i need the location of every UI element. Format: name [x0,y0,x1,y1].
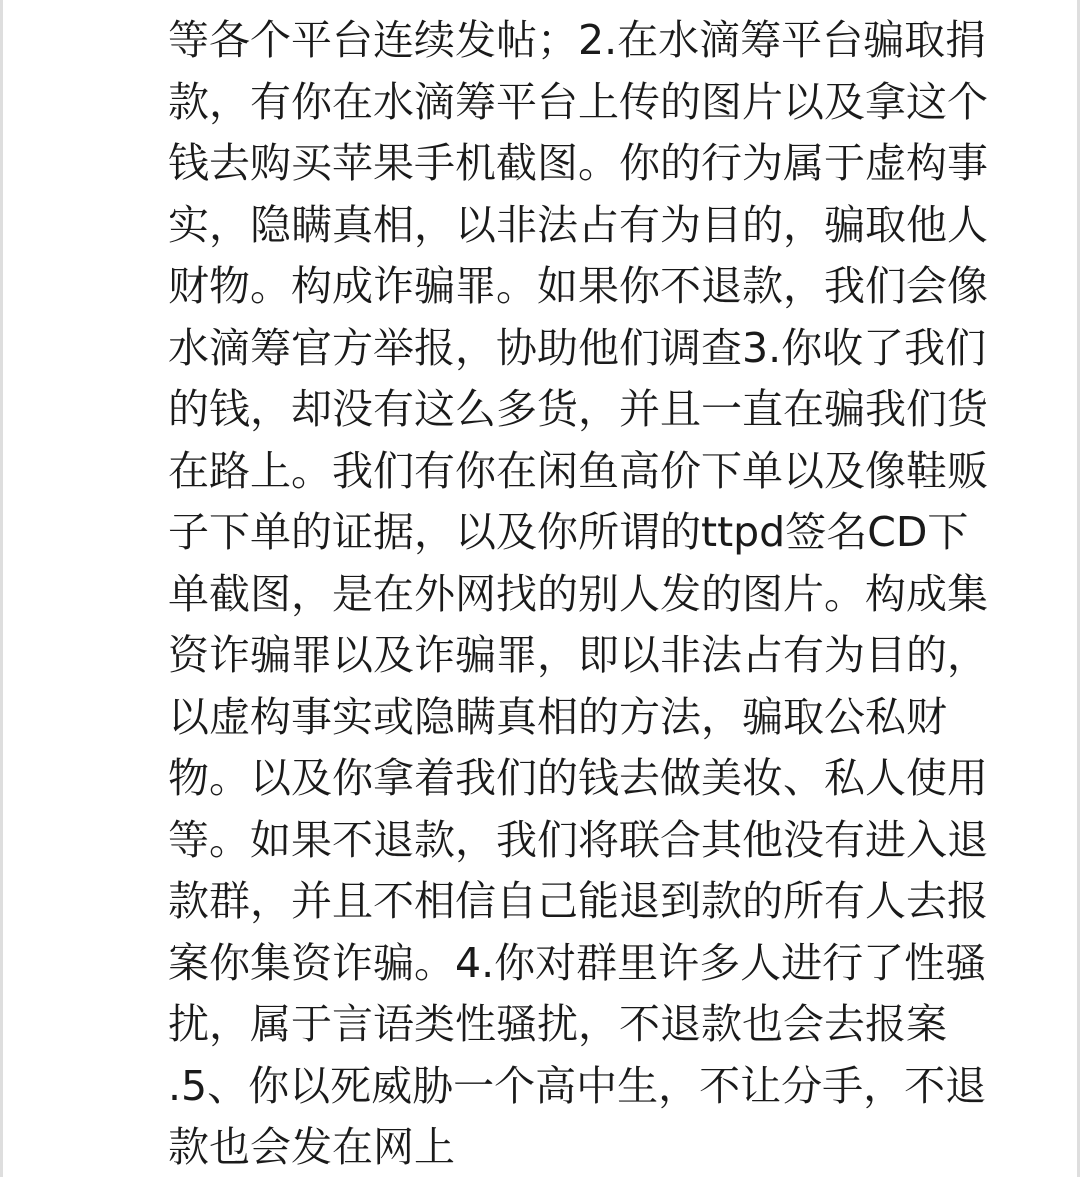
text-line-18: .5、你以死威胁一个高中生，不让分手，不退 [168,1061,987,1110]
text-line-5: 财物。构成诈骗罪。如果你不退款，我们会像 [168,262,988,310]
text-line-16: 案你集资诈骗。4.你对群里许多人进行了性骚 [168,938,987,987]
text-line-10: 单截图，是在外网找的别人发的图片。构成集 [168,569,988,618]
left-border [0,0,3,1177]
text-line-8: 在路上。我们有你在闲鱼高价下单以及像鞋贩 [168,446,988,495]
text-line-17: 扰，属于言语类性骚扰，不退款也会去报案 [168,1000,947,1048]
text-line-14: 等。如果不退款，我们将联合其他没有进入退 [168,815,988,864]
document-text [168,10,1038,1179]
text-line-11: 资诈骗罪以及诈骗罪，即以非法占有为目的， [168,631,988,679]
text-line-2: 款，有你在水滴筹平台上传的图片以及拿这个 [168,77,988,126]
text-line-1: 等各个平台连续发帖；2.在水滴筹平台骗取捐 [168,16,987,64]
text-line-12: 以虚构事实或隐瞒真相的方法，骗取公私财 [168,692,947,741]
text-line-4: 实，隐瞒真相，以非法占有为目的，骗取他人 [168,200,988,249]
text-line-15: 款群，并且不相信自己能退到款的所有人去报 [168,877,988,925]
text-line-3: 钱去购买苹果手机截图。你的行为属于虚构事 [168,139,988,187]
text-line-9: 子下单的证据，以及你所谓的ttpd签名CD下 [168,508,969,556]
text-line-13: 物。以及你拿着我们的钱去做美妆、私人使用 [168,754,988,802]
text-line-7: 的钱，却没有这么多货，并且一直在骗我们货 [168,385,988,433]
text-line-19: 款也会发在网上 [168,1123,455,1171]
text-line-6: 水滴筹官方举报，协助他们调查3.你收了我们 [168,323,987,372]
